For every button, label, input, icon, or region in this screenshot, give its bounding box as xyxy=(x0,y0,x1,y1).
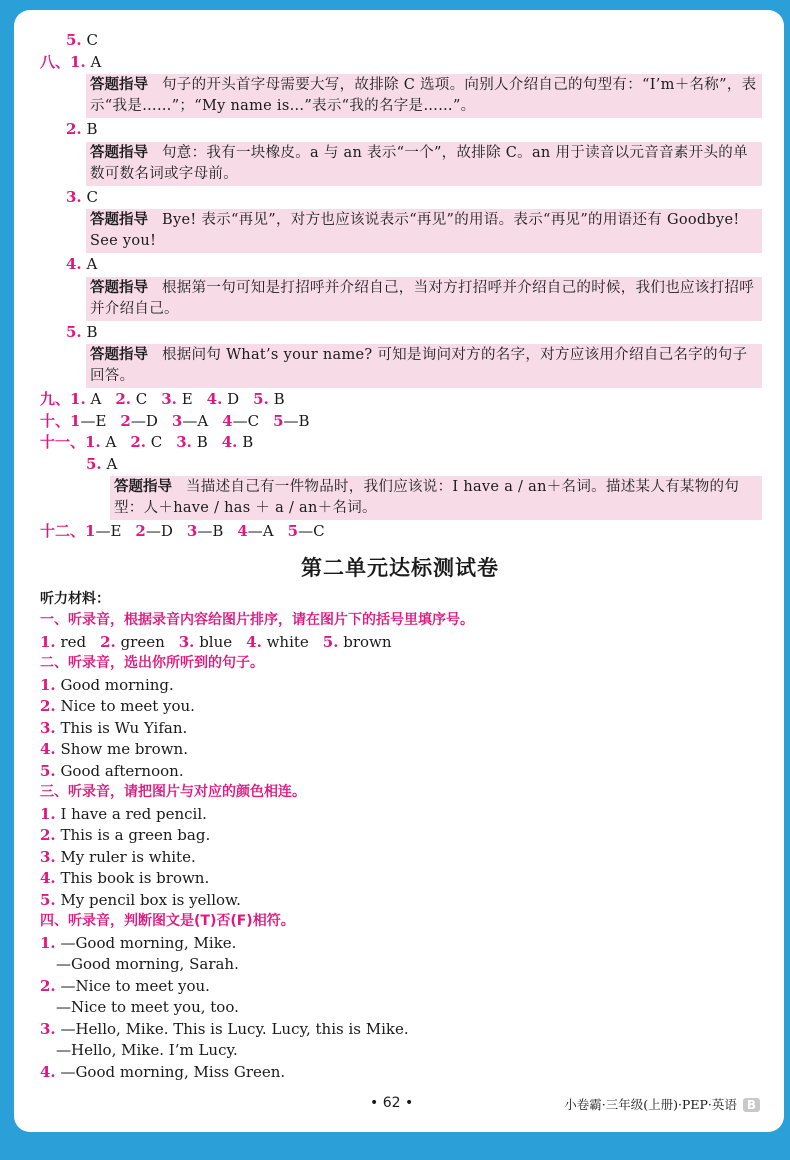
answer-guide xyxy=(110,476,762,520)
edition-badge: B xyxy=(743,1098,760,1112)
item-number: 3. xyxy=(178,632,195,651)
item-number: 1. xyxy=(40,675,56,694)
section-heading: 三、听录音，请把图片与对应的颜色相连。 xyxy=(40,784,306,800)
item-text: blue xyxy=(199,632,233,651)
unit-title: 第二单元达标测试卷 xyxy=(301,555,499,580)
answer-number: 4 xyxy=(237,522,248,540)
answer-number: 5. xyxy=(66,31,82,49)
guide-label: 答题指导 xyxy=(90,212,148,228)
dialog-line xyxy=(40,1062,760,1084)
answer-number: 2. xyxy=(115,390,131,408)
item-number: 4. xyxy=(40,740,56,758)
list-item xyxy=(40,718,760,740)
section-8-item-5 xyxy=(40,322,760,344)
guide-label: 答题指导 xyxy=(90,77,148,93)
answer-value: B xyxy=(196,433,208,451)
item-text: Nice to meet you. xyxy=(60,697,195,715)
item-text: white xyxy=(266,632,309,651)
section-8-item-4 xyxy=(40,254,760,276)
section-9-answers xyxy=(40,389,760,411)
answer-value: C xyxy=(81,31,98,49)
section-8-item-1 xyxy=(40,52,760,74)
item-number: 3. xyxy=(40,847,56,866)
dialog-line xyxy=(40,954,760,976)
dialog-line xyxy=(40,976,760,998)
answer-number: 2. xyxy=(66,120,82,138)
answer-guide xyxy=(86,344,762,388)
answer-value: B xyxy=(81,322,98,341)
item-text: red xyxy=(60,632,87,651)
item-text: This is Wu Yifan. xyxy=(60,718,188,737)
guide-text: 当描述自己有一件物品时，我们应该说：I have a / an＋名词。描述某人有某物的句型：人＋have / has ＋ a / an＋名词。 xyxy=(114,479,740,516)
guide-label: 答题指导 xyxy=(90,347,148,363)
answer-value: —E xyxy=(95,522,122,540)
item-text: green xyxy=(120,632,165,651)
answer-number: 5 xyxy=(287,522,299,540)
answer-number: 2 xyxy=(135,522,146,540)
section-11-item-5 xyxy=(40,454,760,476)
section-label: 八、 xyxy=(40,52,71,71)
answer-value: B xyxy=(81,120,98,138)
item-number: 3. xyxy=(40,718,56,737)
answer-number: 5. xyxy=(66,322,82,341)
dialog-text: —Good morning, Sarah. xyxy=(56,955,239,973)
dialog-line xyxy=(40,933,760,955)
list-item xyxy=(40,696,760,718)
listening-label: 听力材料： xyxy=(40,590,110,607)
item-number: 4. xyxy=(246,632,262,651)
answer-number: 3. xyxy=(176,433,192,451)
answer-value: —A xyxy=(247,522,274,540)
section-12-answers xyxy=(40,521,760,543)
section-heading: 四、听录音，判断图文是(T)否(F)相符。 xyxy=(40,913,295,929)
dialog-text: —Hello, Mike. This is Lucy. Lucy, this is Mike. xyxy=(60,1019,409,1038)
dialog-line xyxy=(40,997,760,1019)
dialog-text: —Nice to meet you, too. xyxy=(56,998,239,1016)
answer-guide xyxy=(86,142,762,186)
answer-number: 2. xyxy=(130,433,146,451)
item-text: I have a red pencil. xyxy=(60,804,207,823)
section-8-item-2 xyxy=(40,119,760,141)
item-text: brown xyxy=(343,632,392,651)
list-item xyxy=(40,890,760,912)
answer-value: —D xyxy=(130,411,158,430)
item-number: 2. xyxy=(40,826,56,844)
guide-text: 根据问句 What’s your name? 可知是询问对方的名字，对方应该用介绍自己名字的句子回答。 xyxy=(90,347,748,384)
item-number: 1. xyxy=(40,804,56,823)
answer-value: A xyxy=(105,433,117,451)
answer-number: 1. xyxy=(85,433,101,451)
color-list xyxy=(40,632,760,654)
answer-number: 1. xyxy=(70,52,86,71)
item-number: 1. xyxy=(40,632,56,651)
answer-number: 1 xyxy=(85,522,96,540)
answer-value: —A xyxy=(182,411,209,430)
section-heading: 二、听录音，选出你所听到的句子。 xyxy=(40,655,264,671)
answer-number: 1 xyxy=(70,411,81,430)
guide-text: 根据第一句可知是打招呼并介绍自己，当对方打招呼并介绍自己的时候，我们也应该打招呼并介绍自己。 xyxy=(90,279,754,317)
answer-value: —B xyxy=(283,411,310,430)
answer-number: 4. xyxy=(206,390,223,408)
item-number: 4. xyxy=(40,869,56,887)
answer-number: 4. xyxy=(66,255,82,273)
guide-label: 答题指导 xyxy=(114,479,172,495)
answer-value: —E xyxy=(80,411,107,430)
guide-text: 句子的开头首字母需要大写，故排除 C 选项。向别人介绍自己的句型有：“I’m＋名称”，表示“我是……”；“My name is...”表示“我的名字是……”。 xyxy=(90,77,757,114)
guide-text: 句意：我有一块橡皮。a 与 an 表示“一个”，故排除 C。an 用于读音以元音音素开头的单数可数名词或字母前。 xyxy=(90,144,748,182)
item-number: 5. xyxy=(322,632,339,651)
dialog-line xyxy=(40,1019,760,1041)
section-label: 十、 xyxy=(40,411,71,430)
list-item xyxy=(40,739,760,761)
list-item xyxy=(40,761,760,783)
answer-value: —C xyxy=(298,522,325,540)
item-text: Good morning. xyxy=(60,675,174,694)
answer-value: —D xyxy=(145,522,173,540)
item-text: This is a green bag. xyxy=(60,826,211,844)
answer-number: 3 xyxy=(186,522,198,540)
guide-text: Bye! 表示“再见”，对方也应该说表示“再见”的用语。表示“再见”的用语还有 Goodbye! See you! xyxy=(90,212,740,249)
item-number: 3. xyxy=(40,1019,56,1038)
answer-value: E xyxy=(181,390,193,408)
page-number: • 62 • xyxy=(370,1095,414,1111)
guide-label: 答题指导 xyxy=(90,279,148,296)
item-number: 5. xyxy=(40,890,56,909)
answer-page xyxy=(14,10,784,1132)
answer-line xyxy=(40,30,760,52)
dialog-text: —Hello, Mike. I’m Lucy. xyxy=(56,1041,238,1059)
answer-value: B xyxy=(242,433,254,451)
content-area xyxy=(40,30,760,1083)
list-item xyxy=(40,804,760,826)
answer-value: —B xyxy=(197,522,224,540)
item-number: 1. xyxy=(40,933,56,952)
item-text: My ruler is white. xyxy=(60,847,196,866)
answer-number: 5. xyxy=(86,454,102,473)
answer-number: 5 xyxy=(273,411,284,430)
answer-number: 3. xyxy=(161,390,177,408)
section-label: 九、 xyxy=(40,390,71,408)
page-footer xyxy=(14,1095,784,1117)
section-label: 十一、 xyxy=(40,433,86,451)
section-heading: 一、听录音，根据录音内容给图片排序，请在图片下的括号里填序号。 xyxy=(40,612,474,628)
section-8-item-3 xyxy=(40,187,760,209)
item-number: 5. xyxy=(40,761,56,780)
answer-value: B xyxy=(273,390,285,408)
item-text: My pencil box is yellow. xyxy=(60,890,241,909)
list-item xyxy=(40,825,760,847)
item-number: 4. xyxy=(40,1062,56,1081)
answer-guide xyxy=(86,209,762,253)
dialog-line xyxy=(40,1040,760,1062)
answer-value: C xyxy=(135,390,148,408)
item-text: This book is brown. xyxy=(60,869,210,887)
answer-value: A xyxy=(101,454,118,473)
list-item xyxy=(40,675,760,697)
answer-number: 2 xyxy=(120,411,131,430)
dialog-text: —Good morning, Mike. xyxy=(60,933,237,952)
answer-number: 3 xyxy=(171,411,183,430)
answer-number: 5. xyxy=(253,390,269,408)
list-item xyxy=(40,847,760,869)
answer-value: A xyxy=(85,52,102,71)
book-brand xyxy=(564,1095,760,1113)
section-11-answers xyxy=(40,432,760,454)
answer-value: C xyxy=(81,187,98,206)
item-number: 2. xyxy=(100,632,116,651)
list-item xyxy=(40,868,760,890)
item-number: 2. xyxy=(40,697,56,715)
answer-number: 4. xyxy=(221,433,238,451)
answer-guide xyxy=(86,74,762,118)
answer-value: —C xyxy=(232,411,260,430)
answer-number: 1. xyxy=(70,390,86,408)
answer-number: 4 xyxy=(222,411,233,430)
dialog-text: —Good morning, Miss Green. xyxy=(60,1062,286,1081)
dialog-text: —Nice to meet you. xyxy=(60,976,210,995)
answer-guide xyxy=(86,277,762,321)
section-label: 十二、 xyxy=(40,522,86,540)
guide-label: 答题指导 xyxy=(90,144,148,161)
answer-number: 3. xyxy=(66,187,82,206)
answer-value: D xyxy=(227,390,240,408)
brand-text: 小卷霸·三年级(上册)·PEP·英语 xyxy=(564,1097,737,1112)
answer-value: A xyxy=(81,255,98,273)
answer-value: C xyxy=(150,433,163,451)
item-text: Show me brown. xyxy=(60,740,188,758)
section-10-answers xyxy=(40,411,760,433)
item-text: Good afternoon. xyxy=(60,761,184,780)
item-number: 2. xyxy=(40,976,56,995)
answer-value: A xyxy=(90,390,102,408)
